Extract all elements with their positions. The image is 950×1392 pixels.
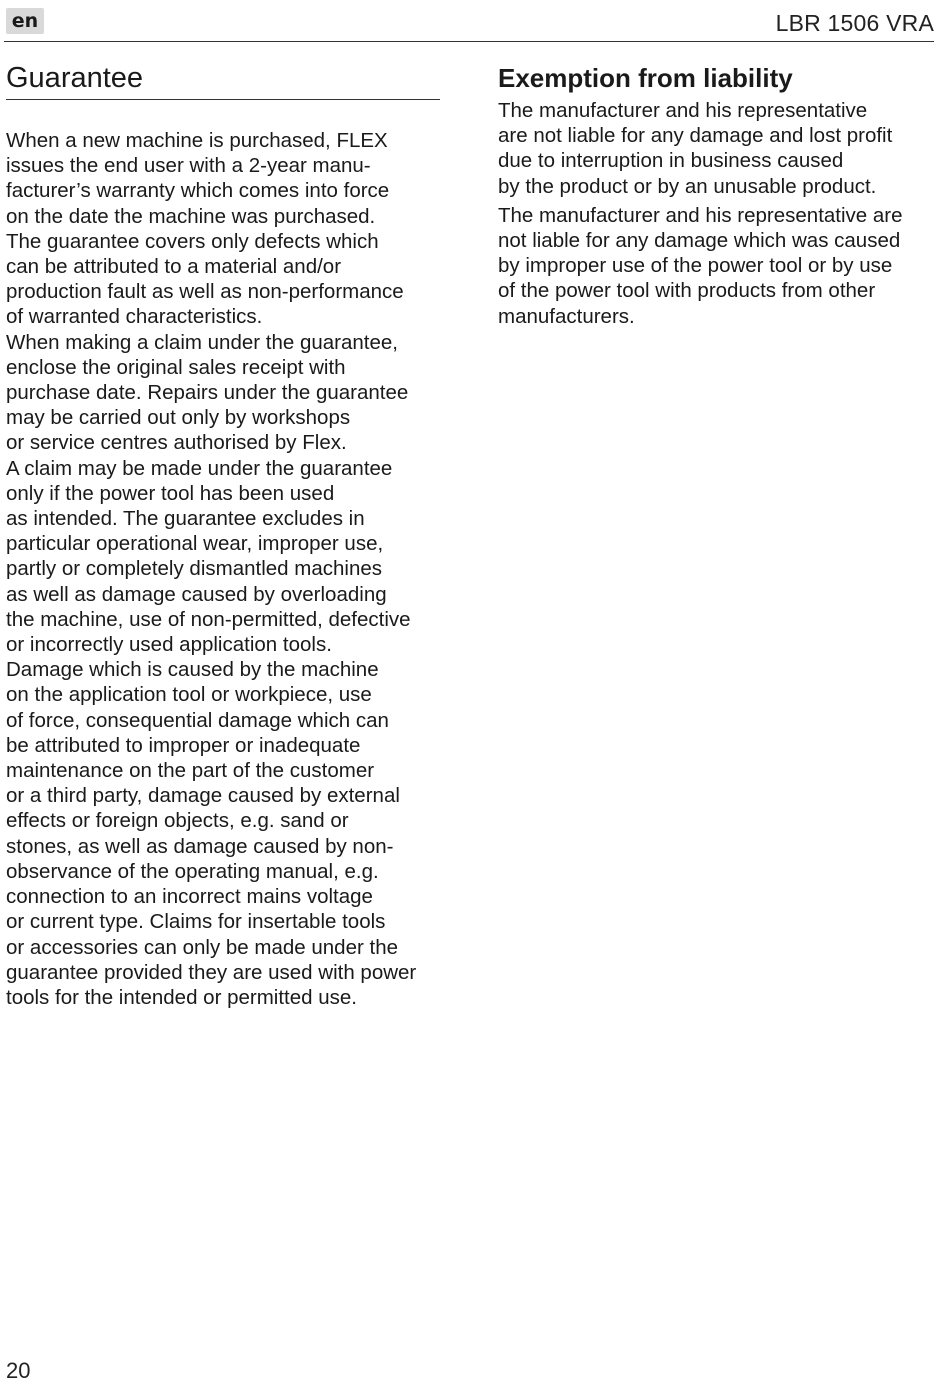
exemption-heading: Exemption from liability (498, 63, 793, 93)
page-number: 20 (6, 1358, 31, 1383)
guarantee-section (6, 58, 442, 1010)
model-name: LBR 1506 VRA (775, 10, 934, 36)
guarantee-body: When a new machine is purchased, FLEX issues the end user with a 2-year manu- facturer’s warranty which comes into force on the date the machine was purchased. The guarantee covers only defects which can be attributed to a material and/or production fault as well as non-performance of warranted characteristics. When making a claim under the guarantee, enclose the original sales receipt with purchase date. Repairs under the guarantee may be carried out only by workshops or service centres authorised by Flex. A claim may be made under the guarantee only if the power tool has been used as intended. The guarantee excludes in particular operational wear, improper use, partly or completely dismantled machines as well as damage caused by overloading the machine, use of non-permitted, defective or incorrectly used application tools. Damage which is caused by the machine on the application tool or workpiece, use of force, consequential damage which can be attributed to improper or inadequate maintenance on the part of the customer or a third party, damage caused by external effects or foreign objects, e.g. sand or stones, as well as damage caused by non- observance of the operating manual, e.g. connection to an incorrect mains voltage or current type. Claims for insertable tools or accessories can only be made under the guarantee provided they are used with power tools for the intended or permitted use. (6, 129, 417, 1009)
exemption-paragraph-1: The manufacturer and his representative are not liable for any damage and lost profit due to interruption in business caused by the product or by an unusable product. (498, 99, 893, 198)
language-badge: en (6, 8, 44, 34)
exemption-section (498, 58, 938, 333)
guarantee-heading-divider (6, 99, 440, 100)
exemption-paragraph-2: The manufacturer and his representative are not liable for any damage which was caused by improper use of the power tool or by use of the power tool with products from other manufacturers. (498, 203, 903, 328)
guarantee-heading: Guarantee (6, 62, 144, 94)
header-divider (4, 41, 934, 42)
exemption-body (498, 98, 938, 329)
